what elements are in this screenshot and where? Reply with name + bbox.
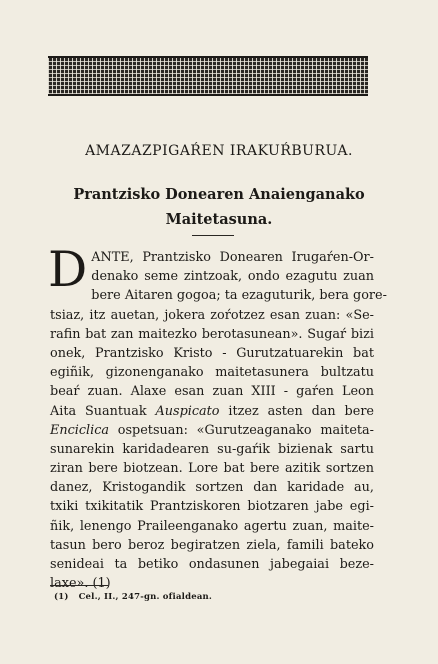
chapter-subtitle [60, 182, 378, 232]
text-line: egiñik, gizonenganako maitetasunera bultzatu [50, 365, 374, 381]
section-divider [192, 235, 234, 236]
footnote-divider [50, 585, 108, 586]
body-paragraph [48, 241, 387, 593]
text-line: tsiaz, itz auetan, jokera zoŕotzez esan zuan: «Se- [50, 307, 374, 323]
text-line: laxe». (1) [50, 576, 111, 592]
text-line: onek, Prantzisko Kristo - Gurutzatuarekin bat [50, 345, 374, 361]
text-line: denako seme zintzoak, ondo ezagutu zuan [91, 269, 374, 285]
decorative-header-band [48, 56, 368, 96]
text-line: rafin bat zan maitezko berotasunean». Sugaŕ bizi [50, 326, 374, 342]
text-line: Aita Suantuak Auspicato itzez asten dan bere [50, 403, 375, 419]
footnote-number: (1) [54, 592, 69, 602]
text-line: ANTE, Prantzisko Donearen Irugaŕen-Or- [91, 250, 374, 265]
text-line: Enciclica ospetsuan: «Gurutzeaganako maiteta- [50, 422, 374, 438]
text-line: txiki txikitatik Prantziskoren biotzaren jabe egi- [50, 499, 374, 515]
text-line: tasun bero beroz begiratzen ziela, famili bateko [50, 537, 374, 553]
drop-cap: D [48, 241, 88, 298]
text-line: bere Aitaren gogoa; ta ezaguturik, bera gore- [91, 288, 387, 304]
chapter-title: AMAZAZPIGAŔEN IRAKUŔBURUA. [85, 143, 353, 159]
text-line: beaŕ zuan. Alaxe esan zuan XIII - gaŕen Leon [50, 384, 374, 400]
text-line: sunarekin karidadearen su-gaŕik bizienak sartu [50, 441, 374, 457]
text-line: ñik, lenengo Praileenganako agertu zuan, maite- [50, 518, 374, 534]
text-line: danez, Kristogandik sortzen dan karidade au, [50, 480, 374, 496]
italic-enciclica: Enciclica [50, 422, 109, 438]
footnote-text: Cel., II., 247-gn. ofialdean. [78, 592, 213, 602]
subtitle-line-1: Prantzisko Donearen Anaienganako [73, 186, 365, 203]
subtitle-line-2: Maitetasuna. [165, 211, 273, 228]
italic-auspicato: Auspicato [155, 403, 220, 419]
text-line: senideai ta betiko ondasunen jabegaiai beze- [50, 557, 374, 572]
text-line: ziran bere biotzean. Lore bat bere azitik sortzen [50, 461, 374, 477]
footnote [54, 592, 212, 602]
